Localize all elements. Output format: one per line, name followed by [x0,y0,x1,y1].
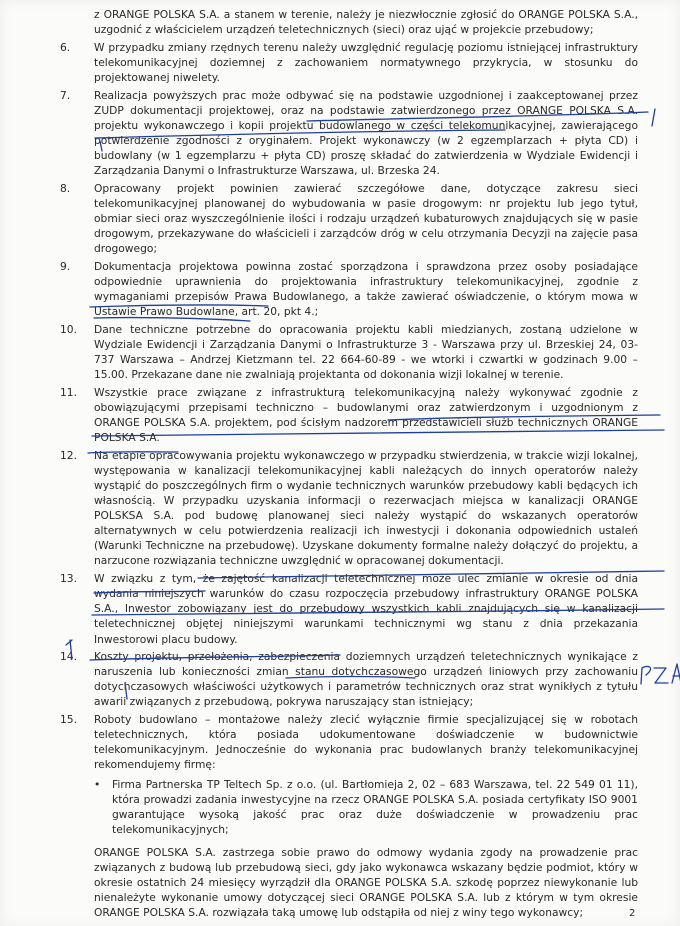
list-item [60,571,638,646]
item-number: 14. [60,650,77,664]
bullet-item [60,777,638,837]
item-number: 6. [60,40,71,54]
item-number: 10. [60,322,77,336]
item-text: Roboty budowlano – montażowe należy zlecić wyłącznie firmie specjalizującej się w robotach teletechnicznych, która posiada udokumentowane doświadczenie w budownictwie telekomunikacyjnym. Jednocześnie do wykonania prac budowlanych branży telekomunikacyjnej rekomendujemy firmę: [94,713,638,772]
item-text: W związku z tym, że zajętość kanalizacji teletechnicznej może ulec zmianie w okresie od dnia wydania niniejszych warunków do czasu rozpoczęcia przebudowy infrastruktury ORANGE POLSKA S.A., Inwestor zobowiązany jest do przebudowy wszystkich kabli znajdujących się w kanalizacji teletechnicznej objętej niniejszymi warunkami technicznymi wg stanu z dnia przekazania Inwestorowi placu budowy. [94,572,638,646]
item-text: W przypadku zmiany rzędnych terenu należy uwzględnić regulację poziomu istniejącej infrastruktury telekomunikacyjnej doziemnej z zachowaniem normatywnego przykrycia, w stosunku do projektowanej niwelety. [94,40,638,84]
item-number: 12. [60,448,77,462]
bullet-icon: • [94,777,101,791]
item-text: Realizacja powyższych prac może odbywać się na podstawie uzgodnionej i zaakceptowanej przez ZUDP dokumentacji projektowej, oraz na podstawie zatwierdzonego przez ORANGE POLSKA S.A. projektu wykonawczego i kopii projektu budowlanego w części telekomunikacyjnej, zawierającego potwierdzenie zgodności z oryginałem. Projekt wykonawczy (w 2 egzemplarzach + płyta CD) i budowlany (w 1 egzemplarzu + płyta CD) proszę składać do zatwierdzenia w Wydziale Ewidencji i Zarządzania Danymi o Infrastrukturze Warszawa, ul. Brzeska 24. [94,88,638,178]
item-number: 7. [60,88,71,102]
list-item [60,259,638,319]
list-item [60,181,638,256]
list-item [60,712,638,772]
list-item [60,385,638,445]
closing-paragraph: ORANGE POLSKA S.A. zastrzega sobie prawo do odmowy wydania zgody na prowadzenie prac związanych z budową lub przebudową sieci, gdy jako wykonawca wskazany będzie podmiot, który w okresie ostatnich 24 miesięcy wyrządził dla ORANGE POLSKA S.A. szkodę poprzez niewykonanie lub nienależyte wykonanie umowy dotyczącej sieci ORANGE POLSKA S.A. lub z którym w tym okresie ORANGE POLSKA S.A. rozwiązała taką umowę lub odstąpiła od niej z winy tego wykonawcy; [94,845,638,920]
item-text: Wszystkie prace związane z infrastrukturą telekomunikacyjną należy wykonywać zgodnie z obowiązującymi przepisami techniczno – budowlanymi oraz zatwierdzonym i uzgodnionym z ORANGE POLSKA S.A. projektem, pod ścisłym nadzorem przedstawicieli służb technicznych ORANGE POLSKA S.A. [94,385,638,445]
item-text: Dokumentacja projektowa powinna zostać sporządzona i sprawdzona przez osoby posiadające odpowiednie uprawnienia do projektowania infrastruktury telekomunikacyjnej, zgodnie z wymaganiami przepisów Prawa Budowlanego, a także zawierać oświadczenie, o którym mowa w Ustawie Prawo Budowlane, art. 20, pkt 4.; [94,259,638,319]
item-number: 11. [60,385,77,399]
list-item [60,40,638,85]
item-number: 13. [60,572,77,586]
item-text: Opracowany projekt powinien zawierać szczegółowe dane, dotyczące zakresu sieci telekomunikacyjnej planowanej do wybudowania w pasie drogowym: nr projektu lub jego tytuł, obmiar sieci oraz wyszczególnienie ilości i rodzaju urządzeń kubaturowych znajdujących się w pasie drogowym, przekazywane do właścicieli i zarządców dróg w celu otrzymania Decyzji na zajęcie pasa drogowego; [94,181,638,256]
item-number: 15. [60,713,77,727]
ink-margin-initials [641,664,680,684]
item-text: z ORANGE POLSKA S.A. a stanem w terenie, należy je niezwłocznie zgłosić do ORANGE POLSKA S.A., uzgodnić z właścicielem urządzeń teletechnicznych (sieci) oraz ująć w projekcie przebudowy; [94,8,638,37]
list-item [60,649,638,709]
list-item [60,88,638,179]
ink-tick [652,109,655,126]
item-text: Koszty projektu, przełożenia, zabezpieczenia doziemnych urządzeń teletechnicznych wynikające z naruszenia lub konieczności zmian stanu dotychczasowego urządzeń liniowych przy zachowaniu dotychczasowych właściwości użytkowych i parametrów technicznych oraz strat wynikłych z tytułu awarii związanych z przebudową, pokrywa naruszający stan istniejący; [94,650,638,709]
list-item [60,448,638,569]
page-number: 2 [629,908,636,919]
item-number: 9. [60,259,71,273]
item-text: Na etapie opracowywania projektu wykonawczego w przypadku stwierdzenia, w trakcie wizji lokalnej, występowania w kanalizacji telekomunikacyjnej kabli należących do innych operatorów należy wystąpić do poszczególnych firm o wydanie technicznych warunków przebudowy kabli będących ich własnością. W przypadku uzyskania informacji o rezerwacjach miejsca w kanalizacji ORANGE POLSKSA S.A. pod budowę planowanej sieci należy wystąpić do wskazanych operatorów alternatywnych w celu potwierdzenia realizacji ich inwestycji i dokonania odpowiednich ustaleń (Warunki Techniczne na przebudowę). Uzyskane dokumenty formalne należy dołączyć do projektu, a narzucone rozwiązania techniczne uwzględnić w opracowanej dokumentacji. [94,448,638,568]
item-number: 8. [60,181,71,195]
list-item [60,322,638,382]
item-text: Dane techniczne potrzebne do opracowania projektu kabli miedzianych, zostaną udzielone w Wydziale Ewidencji i Zarządzania Danymi o Infrastrukturze 3 - Warszawa przy ul. Brzeskiej 24, 03-737 Warszawa – Andrzej Kietzmann tel. 22 664-60-89 - we wtorki i czwartki w godzinach 9.00 – 15.00. Przekazane dane nie zwalniają projektanta od dokonania wizji lokalnej w terenie. [94,322,638,382]
document-body [60,7,638,920]
bullet-text: Firma Partnerska TP Teltech Sp. z o.o. (ul. Bartłomieja 2, 02 – 683 Warszawa, tel. 22 549 01 11), która prowadzi zadania inwestycyjne na rzecz ORANGE POLSKA S.A. posiada certyfikaty ISO 9001 gwarantujące wysoką jakość prac oraz duże doświadczenie w prowadzeniu prac telekomunikacyjnych; [112,777,638,836]
list-item [60,7,638,37]
